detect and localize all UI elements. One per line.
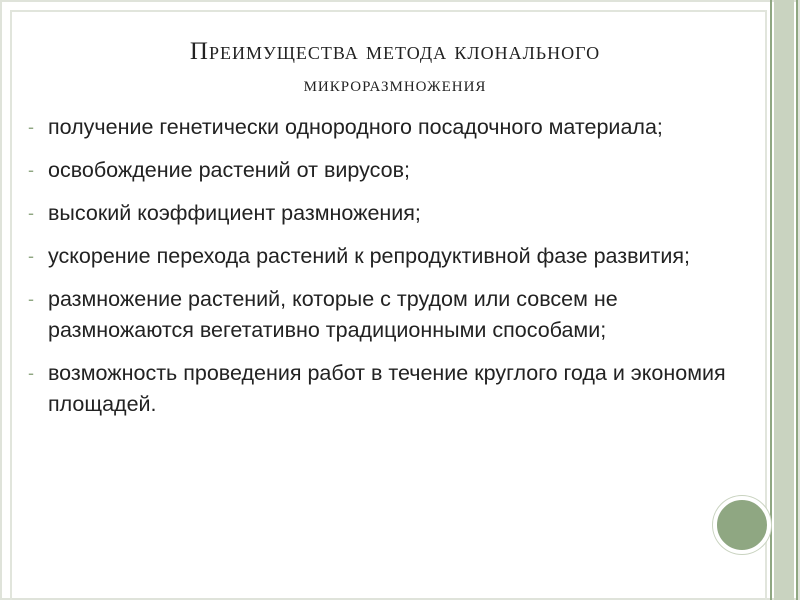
bullet-dash: - [28,363,34,383]
bullet-dash: - [28,289,34,309]
bullet-list [26,112,746,432]
side-decoration-line [796,0,798,600]
list-item [26,241,746,272]
bullet-text: размножение растений, которые с трудом или совсем не размножаются вегетативно традиционными способами; [48,287,618,342]
list-item [26,358,746,420]
list-item [26,155,746,186]
bullet-dash: - [28,246,34,266]
list-item [26,112,746,143]
slide-title-line-1: Преимущества метода клонального [189,38,601,65]
side-decoration-bar [774,0,794,600]
list-item [26,284,746,346]
bullet-text: освобождение растений от вирусов; [48,158,410,182]
slide-title [80,36,710,100]
bullet-dash: - [28,203,34,223]
bullet-dash: - [28,117,34,137]
bullet-text: ускорение перехода растений к репродуктивной фазе развития; [48,244,690,268]
slide-title-line-2: микроразмножения [303,72,487,96]
side-decoration-line [770,0,772,600]
bullet-text: возможность проведения работ в течение круглого года и экономия площадей. [48,361,726,416]
list-item [26,198,746,229]
decorative-circle [713,496,771,554]
bullet-text: высокий коэффициент размножения; [48,201,421,225]
bullet-dash: - [28,160,34,180]
bullet-text: получение генетически однородного посадочного материала; [48,115,663,139]
